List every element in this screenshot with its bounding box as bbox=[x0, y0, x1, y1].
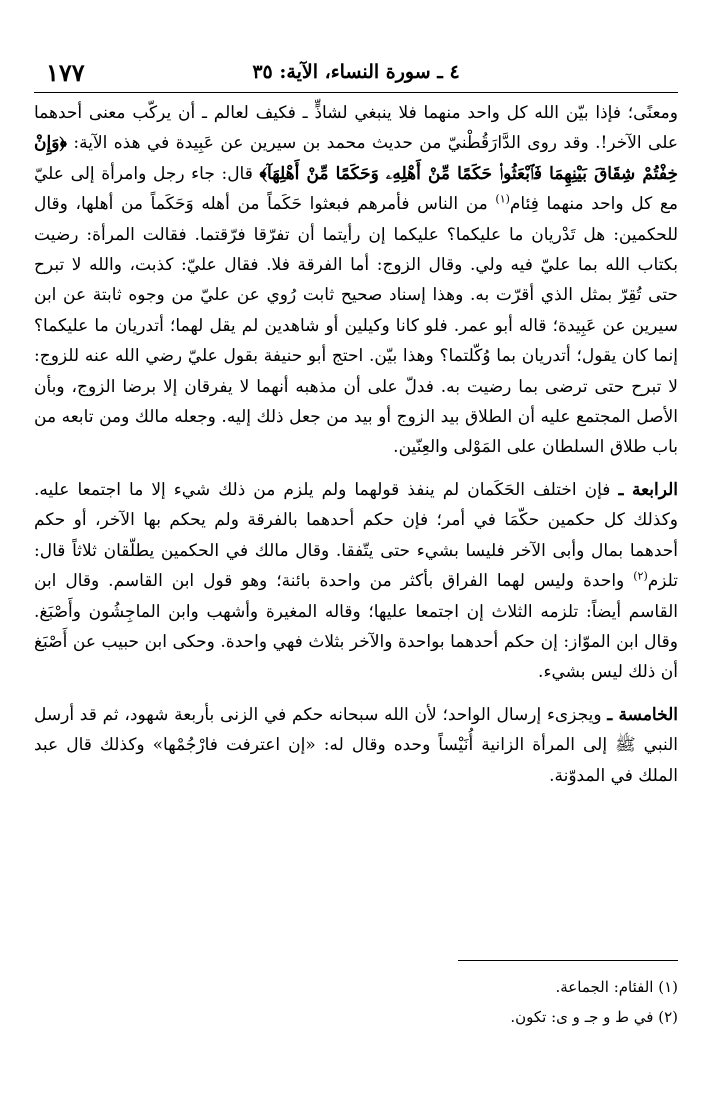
paragraph-text: واحدة وليس لهما الفراق بأكثر من واحدة بائنة؛ وهو قول ابن القاسم. وقال ابن القاسم أيضاً: تلزمه الثلاث إن اجتمعا عليها؛ وقاله المغيرة وأشهب وابن الماجِشُون وأَصْبَغ. وقال ابن الموّاز: إن حكم أحدهما بواحدة والآخر بثلاث فهي واحدة. وحكى ابن حبيب عن أَصْبَغ أن ذلك ليس بشيء. bbox=[34, 571, 678, 683]
footnote-divider bbox=[458, 960, 678, 961]
footnote: (١) الفئام: الجماعة. bbox=[555, 978, 678, 996]
section-lead: الخامسة ـ bbox=[607, 704, 678, 725]
footnote: (٢) في ط و جـ و ى: تكون. bbox=[510, 1008, 678, 1026]
section-lead: الرابعة ـ bbox=[618, 479, 679, 500]
paragraph-text: قال: جاء رجل وامرأة إلى عليّ مع كل واحد منهما فِئام bbox=[34, 163, 678, 215]
paragraph bbox=[34, 98, 678, 463]
page-header bbox=[34, 52, 678, 93]
footnote-marker: (٢) bbox=[633, 569, 648, 583]
paragraph bbox=[34, 700, 678, 791]
paragraph-text: ومعنًى؛ فإذا بيّن الله كل واحد منهما فلا ينبغي لشاذٍّ ـ فكيف لعالم ـ أن يركّب معنى أحدهما على الآخر!. وقد روى الدَّارَقُطْنيّ من حديث محمد بن سيرين عن عَبِيدة في هذه الآية: bbox=[34, 103, 678, 154]
paragraph-text: ويجزىء إرسال الواحد؛ لأن الله سبحانه حكم في الزنى بأربعة شهود، ثم قد أرسل النبي ﷺ إلى المرأة الزانية أُنَيْساً وحده وقال له: «إن اعترفت فارْجُمْها» وكذلك قال عبد الملك في المدوّنة. bbox=[34, 704, 678, 786]
footnotes bbox=[34, 972, 678, 1032]
quran-verse: ﴿وَإِنْ خِفْتُمْ شِقَاقَ بَيْنِهِمَا فَٱبْعَثُوا۟ حَكَمًا مِّنْ أَهْلِهِۦ وَحَكَمًا مِّنْ أَهْلِهَآ﴾ bbox=[34, 133, 678, 184]
main-text bbox=[34, 98, 678, 791]
paragraph bbox=[34, 475, 678, 688]
paragraph-text: فإن اختلف الحَكَمان لم ينفذ قولهما ولم يلزم من ذلك شيء إلا ما اجتمعا عليه. وكذلك كل حكمين حكّمَا في أمر؛ فإن حكم أحدهما بالفرقة ولم يحكم بها الآخر، أو حكم أحدهما بمال وأبى الآخر فليسا بشيء حتى يتّفقا. وقال مالك في الحكمين يطلّقان ثلاثاً قال: تلزم bbox=[34, 479, 678, 592]
footnote-marker: (١) bbox=[495, 192, 510, 206]
running-title: ٤ ـ سورة النساء، الآية: ٣٥ bbox=[252, 61, 460, 83]
page-number: ١٧٧ bbox=[46, 58, 85, 87]
paragraph-text: من الناس فأمرهم فبعثوا حَكَماً من أهله وَحَكَماً من أهلها، وقال للحكمين: هل تَدْريان ما عليكما؟ عليكما إن رأيتما أن تفرّقا فرّقتما. فقالت المرأة: رضيت بكتاب الله بما عليّ فيه ولي. وقال الزوج: أما الفرقة فلا. فقال عليّ: كذبت، والله لا تبرح حتى تُقِرّ بمثل الذي أقرّت به. وهذا إسناد صحيح ثابت رُوي عن عليّ من وجوه ثابتة عن ابن سيرين عن عَبِيدة؛ قاله أبو عمر. فلو كانا وكيلين أو شاهدين لم يقل لهما؛ أتدريان ما عليكما؟ إنما كان يقول؛ أتدريان بما وُكّلتما؟ وهذا بيّن. احتج أبو حنيفة بقول عليّ رضي الله عنه للزوج: لا تبرح حتى ترضى بما رضيت به. فدلّ على أن مذهبه أنهما لا يفرقان إلا برضا الزوج، وبأن الأصل المجتمع عليه أن الطلاق بيد الزوج أو بيد من جعل ذلك إليه. وجعله مالك ومن تابعه من باب طلاق السلطان على المَوْلى والعِنّين. bbox=[34, 194, 678, 458]
